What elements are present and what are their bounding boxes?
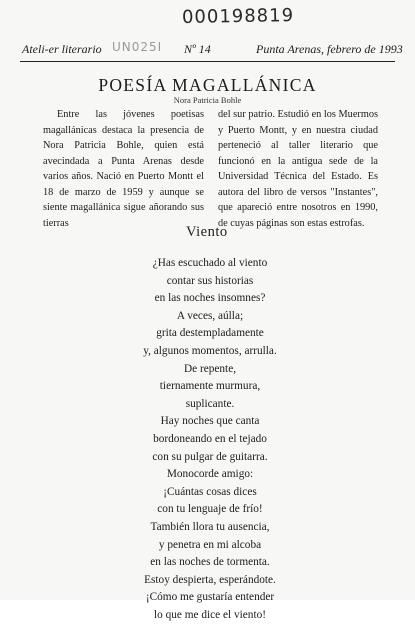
poem-line: en las noches de tormenta. (150, 556, 270, 569)
poem-line: bordoneando en el tejado (153, 432, 267, 445)
archive-stamp: UN025I (112, 40, 163, 54)
poem-line: A veces, aúlla; (176, 309, 244, 322)
poem-line: con su pulgar de guitarra. (152, 450, 268, 463)
poem-body (60, 255, 360, 624)
article-column-left: Entre las jóvenes poetisas magallánicas destaca la presencia de Nora Patricia Bohle, quien está avecindada a Punta Arenas desde varios años. Nació en Puerto Montt el 18 de marzo de 1959 y aunque se siente magallánica sigue añorando sus tierras (43, 109, 204, 229)
poem-line: lo que me dice el viento! (154, 608, 266, 621)
poem-line: Hay noches que canta (160, 415, 260, 428)
poem-title: Viento (186, 224, 228, 240)
header-rule (20, 61, 395, 62)
article-author: Nora Patricia Bohle (173, 95, 242, 105)
poem-line: en las noches insomnes? (154, 292, 266, 305)
poem-line: También llora tu ausencia, (150, 520, 270, 533)
poem-line: suplicante. (185, 397, 235, 410)
poem-line: ¿Has escuchado al viento (152, 257, 268, 269)
header-issue-number: Nº 14 (184, 42, 211, 56)
poem-line: ¡Cuántas cosas dices (163, 485, 257, 498)
header-place-date: Punta Arenas, febrero de 1993 (256, 42, 403, 56)
poem-line: Estoy despierta, esperándote. (144, 573, 276, 586)
article-title: POESÍA MAGALLÁNICA (98, 75, 317, 95)
poem-line: contar sus historias (166, 274, 254, 287)
poem-line: y, algunos momentos, arrulla. (143, 344, 277, 357)
poem-line: grita destempladamente (156, 327, 264, 340)
poem-line: De repente, (183, 362, 237, 375)
handwritten-archive-code: 000198819 (181, 5, 295, 28)
article-column-right: del sur patrio. Estudió en los Muermos y Puerto Montt, y en nuestra ciudad perteneció al taller literario que funcionó en la antigua sede de la Universidad Técnica del Estado. Es autora del libro de versos "Instantes", que apareció entre nosotros en 1990, de cuyas páginas son estas estrofas. (218, 109, 378, 229)
poem-line: y penetra en mi alcoba (158, 538, 262, 551)
header-publication: Ateli-er literario (22, 42, 102, 56)
poem-line: ¡Cómo me gustaría entender (145, 591, 275, 604)
poem-line: Monocorde amigo: (166, 468, 254, 481)
poem-line: con tu lenguaje de frío! (157, 503, 263, 516)
poem-line: tiernamente murmura, (159, 380, 261, 393)
